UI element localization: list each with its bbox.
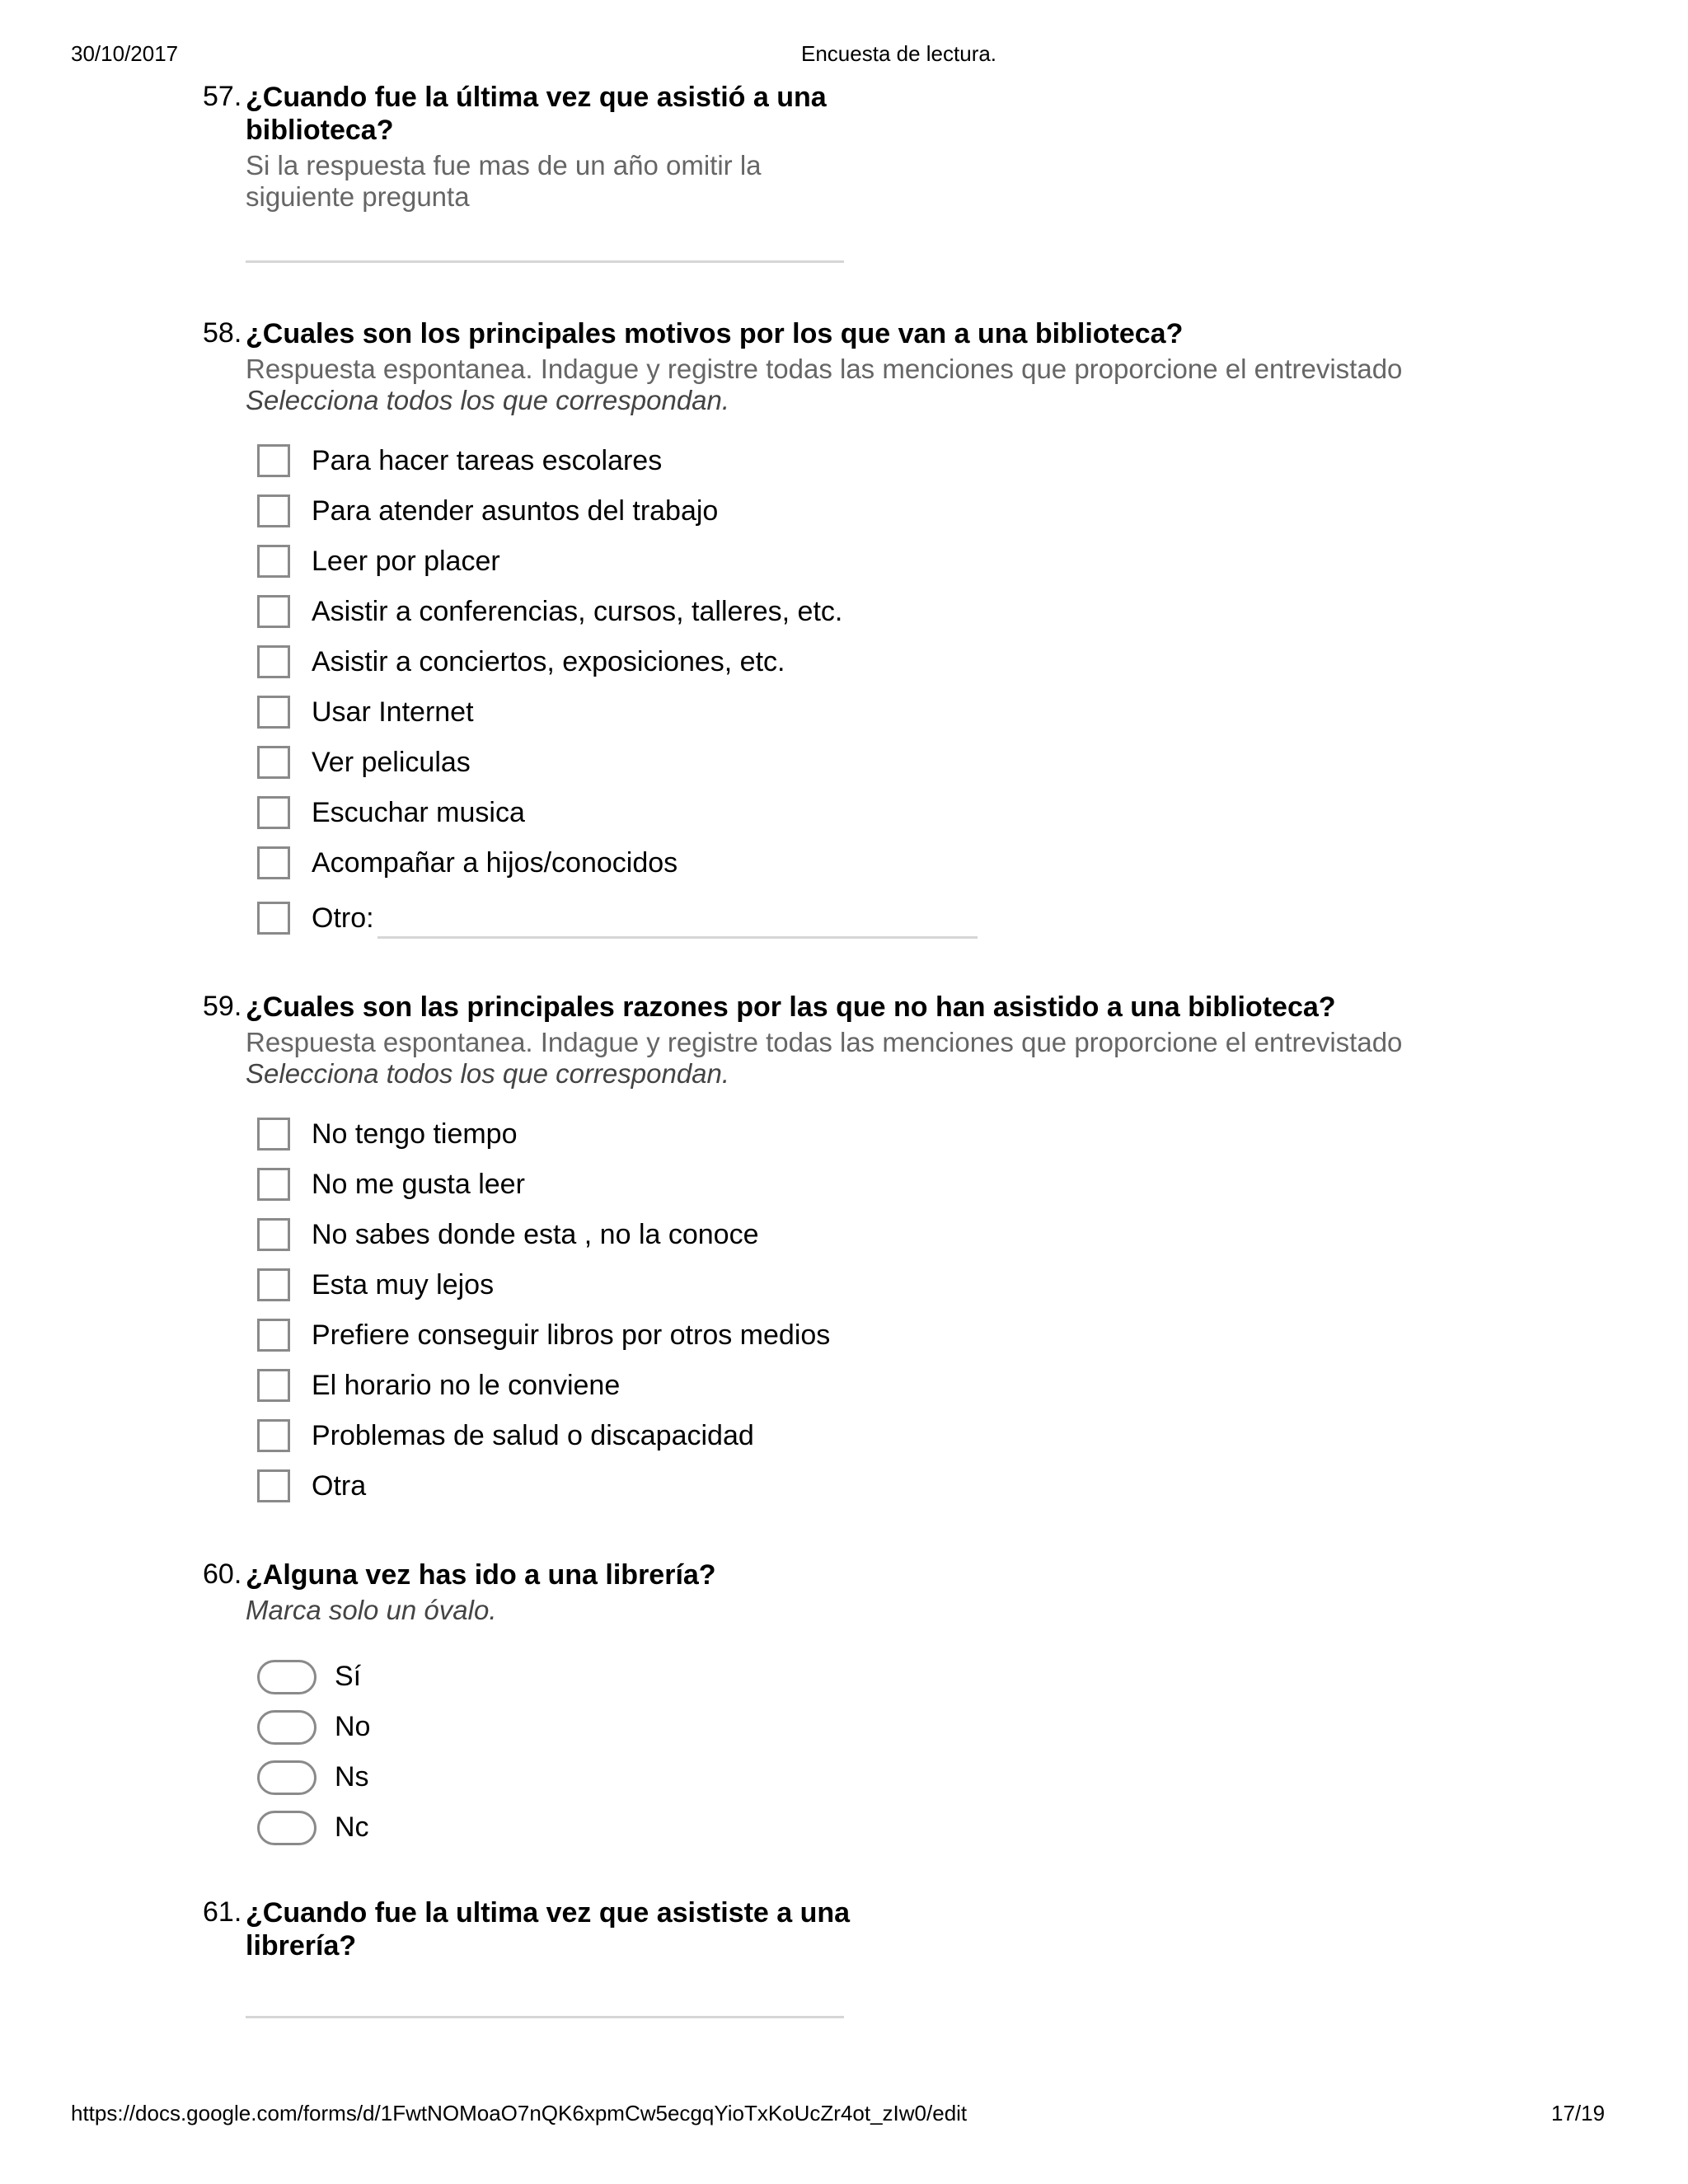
radio-oval[interactable] — [257, 1660, 316, 1694]
option-label: Para atender asuntos del trabajo — [312, 495, 719, 527]
checkbox[interactable] — [257, 746, 290, 779]
option-label: Esta muy lejos — [312, 1269, 495, 1301]
question-title-line: librería? — [246, 1930, 357, 1961]
checkbox[interactable] — [257, 902, 290, 935]
option-label: No — [335, 1711, 371, 1742]
question-title-line: biblioteca? — [246, 115, 394, 146]
option-label: El horario no le conviene — [312, 1370, 621, 1401]
question-title: ¿Alguna vez has ido a una librería? — [246, 1559, 716, 1591]
question-number: 60. — [203, 1558, 242, 1590]
option-label: Ns — [335, 1761, 369, 1793]
other-answer-field[interactable] — [377, 936, 978, 939]
option-label: Ver peliculas — [312, 747, 471, 778]
checkbox[interactable] — [257, 1469, 290, 1502]
option-label: Para hacer tareas escolares — [312, 445, 663, 476]
question-title: ¿Cuales son los principales motivos por los que van a una biblioteca? — [246, 318, 1184, 349]
option-label: Prefiere conseguir libros por otros medios — [312, 1319, 831, 1351]
radio-oval[interactable] — [257, 1760, 316, 1795]
option-label: Escuchar musica — [312, 797, 525, 828]
answer-field-q57[interactable] — [246, 260, 844, 263]
option-label: Leer por placer — [312, 546, 500, 577]
help-line: Si la respuesta fue mas de un año omitir la — [246, 150, 762, 180]
checkbox[interactable] — [257, 444, 290, 477]
question-instruction: Selecciona todos los que correspondan. — [246, 1058, 730, 1089]
answer-field-q61[interactable] — [246, 2016, 844, 2018]
option-label: Asistir a conferencias, cursos, talleres, etc. — [312, 596, 843, 627]
checkbox[interactable] — [257, 645, 290, 678]
option-label: Sí — [335, 1661, 362, 1692]
checkbox[interactable] — [257, 494, 290, 527]
question-number: 61. — [203, 1896, 242, 1928]
checkbox[interactable] — [257, 545, 290, 578]
radio-oval[interactable] — [257, 1811, 316, 1845]
question-title-line: ¿Cuando fue la última vez que asistió a una — [246, 82, 827, 113]
page-url[interactable]: https://docs.google.com/forms/d/1FwtNOMoaO7nQK6xpmCw5ecgqYioTxKoUcZr4ot_zIw0/edit — [71, 2101, 968, 2125]
question-help: Respuesta espontanea. Indague y registre todas las menciones que proporcione el entrevistado — [246, 1027, 1403, 1057]
question-number: 59. — [203, 991, 242, 1022]
checkbox[interactable] — [257, 1369, 290, 1402]
question-instruction: Marca solo un óvalo. — [246, 1595, 497, 1625]
checkbox[interactable] — [257, 1218, 290, 1251]
option-label: No me gusta leer — [312, 1169, 525, 1200]
option-label: Asistir a conciertos, exposiciones, etc. — [312, 646, 785, 677]
option-label: No sabes donde esta , no la conoce — [312, 1219, 759, 1250]
page-number: 17/19 — [1551, 2101, 1606, 2125]
checkbox[interactable] — [257, 1319, 290, 1352]
checkbox[interactable] — [257, 846, 290, 879]
option-label: Otra — [312, 1470, 367, 1502]
question-instruction: Selecciona todos los que correspondan. — [246, 385, 730, 415]
option-label: Acompañar a hijos/conocidos — [312, 847, 678, 879]
question-help: Respuesta espontanea. Indague y registre todas las menciones que proporcione el entrevistado — [246, 354, 1403, 384]
question-title: ¿Cuales son las principales razones por las que no han asistido a una biblioteca? — [246, 991, 1336, 1023]
checkbox[interactable] — [257, 1268, 290, 1301]
option-label: Otro: — [312, 902, 374, 934]
option-label: Usar Internet — [312, 696, 474, 728]
help-line: siguiente pregunta — [246, 181, 470, 212]
checkbox[interactable] — [257, 1419, 290, 1452]
checkbox[interactable] — [257, 1118, 290, 1151]
radio-oval[interactable] — [257, 1710, 316, 1745]
question-help — [246, 150, 872, 213]
question-title — [246, 1896, 872, 1962]
document-title: Encuesta de lectura. — [801, 41, 997, 66]
checkbox[interactable] — [257, 696, 290, 729]
checkbox[interactable] — [257, 796, 290, 829]
question-title — [246, 81, 872, 147]
question-number: 58. — [203, 317, 242, 349]
question-title-line: ¿Cuando fue la ultima vez que asististe a una — [246, 1897, 851, 1929]
question-number: 57. — [203, 81, 242, 112]
option-label: No tengo tiempo — [312, 1118, 518, 1150]
checkbox[interactable] — [257, 1168, 290, 1201]
checkbox[interactable] — [257, 595, 290, 628]
option-label: Problemas de salud o discapacidad — [312, 1420, 754, 1451]
option-label: Nc — [335, 1811, 369, 1843]
print-date: 30/10/2017 — [71, 41, 179, 66]
